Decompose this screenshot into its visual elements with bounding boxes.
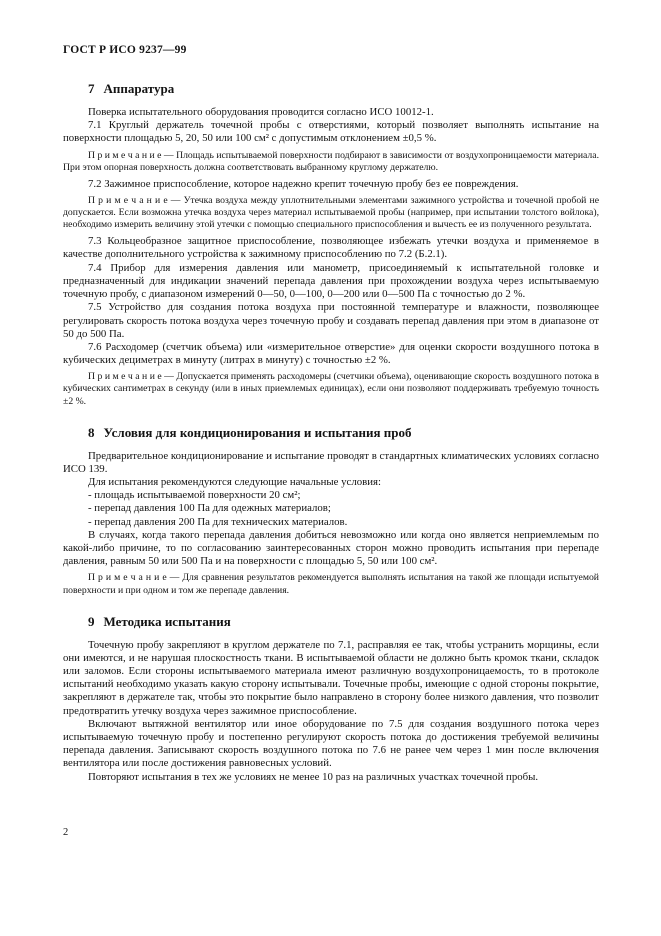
section-8-title: Условия для кондиционирования и испытания проб (103, 424, 412, 440)
section-7-title: Аппаратура (103, 81, 175, 96)
paragraph: 7.2 Зажимное приспособление, которое надежно крепит точечную пробу без ее повреждения. (88, 177, 519, 190)
paragraph: Включают вытяжной вентилятор или иное оборудование по 7.5 для создания воздушного потока через испытываемую точечную пробу и постепенно регулируют скорость потока до достижения требуемой величины перепада давления. Записывают скорость воздушного потока по 7.6 не ранее чем через 1 мин после включения вентилятора или после достижения равновесных условий. (63, 717, 599, 770)
section-7-heading (88, 81, 599, 96)
note: П р и м е ч а н и е — Площадь испытываемой поверхности подбирают в зависимости от воздухопроницаемости материала. При этом опорная поверхность должна соответствовать выбранному круглому держателю. (63, 149, 599, 173)
paragraph: 7.5 Устройство для создания потока воздуха при постоянной температуре и влажности, позволяющее регулировать скорость потока воздуха через точечную пробу и создавать перепад давления при этом в диапазоне от 50 до 500 Па. (63, 301, 599, 340)
section-9-title: Методика испытания (103, 613, 231, 629)
list-item: - перепад давления 100 Па для одежных материалов; (88, 502, 331, 515)
note: П р и м е ч а н и е — Допускается применять расходомеры (счетчики объема), оценивающие скорость воздушного потока в кубических сантиметрах в секунду (или в иных приемлемых единицах), если они позволяют поддерживать требуемую точность ±2 %. (63, 371, 599, 407)
paragraph: В случаях, когда такого перепада давления добиться невозможно или когда оно является неприемлемым по какой-либо причине, то по согласованию заинтересованных сторон можно проводить испытания при перепаде давления, равным 50 или 500 Па и на поверхности с площадью 5, 50 или 100 см². (63, 528, 599, 568)
paragraph: Поверка испытательного оборудования проводится согласно ИСО 10012-1. (88, 106, 434, 118)
list-item: - перепад давления 200 Па для технических материалов. (88, 515, 348, 528)
note: П р и м е ч а н и е — Для сравнения результатов рекомендуется выполнять испытания на такой же площади испытуемой поверхности и при одном и том же перепаде давления. (63, 572, 599, 596)
paragraph: Повторяют испытания в тех же условиях не менее 10 раз на различных участках точечной пробы. (88, 770, 539, 783)
section-7-number: 7 (88, 81, 95, 96)
document-header: ГОСТ Р ИСО 9237—99 (63, 44, 187, 56)
paragraph: 7.1 Круглый держатель точечной пробы с отверстиями, который позволяет выполнять испытание на поверхности площадью 5, 20, 50 или 100 см² с допустимым отклонением ±0,5 %. (63, 119, 599, 145)
section-9-heading (88, 614, 599, 629)
note: П р и м е ч а н и е — Утечка воздуха между уплотнительными элементами зажимного устройства и точечной пробой не допускается. Если возможна утечка воздуха через материал испытываемой пробы (например, при испытании толстого войлока), необходимо измерить величину этой утечки с помощью специального приспособления и вычесть ее из полученного результата. (63, 195, 599, 231)
list-item: - площадь испытываемой поверхности 20 см²; (88, 489, 301, 502)
section-8-number: 8 (88, 424, 95, 440)
paragraph: Предварительное кондиционирование и испытание проводят в стандартных климатических условиях согласно ИСО 139. (63, 449, 599, 475)
paragraph: 7.4 Прибор для измерения давления или манометр, присоединяемый к испытательной головке и предназначенный для индикации значений перепада давления при прохождении воздуха через испытываемую точечную пробу, с диапазоном измерений 0—50, 0—100, 0—200 или 0—500 Па с точностью до 2 %. (63, 261, 599, 301)
paragraph: Точечную пробу закрепляют в круглом держателе по 7.1, расправляя ее так, чтобы устранить морщины, если они имеются, и не нарушая плоскостность ткани. В испытываемой области не должно быть кромок ткани, складок или заломов. Если стороны испытываемого материала имеют различную воздухопроницаемость, то в протоколе испытаний необходимо указать какую сторону испытывали. Точечные пробы, имеющие с одной стороны покрытие, закрепляют в держателе так, чтобы это покрытие было направлено в сторону более низкого давления, что позволит предотвратить утечку воздуха через зажимное приспособление. (63, 638, 599, 717)
section-9 (63, 614, 599, 784)
section-9-number: 9 (88, 613, 95, 629)
section-8 (63, 425, 599, 597)
section-7 (63, 81, 599, 408)
paragraph: Для испытания рекомендуются следующие начальные условия: (88, 476, 381, 488)
paragraph: 7.3 Кольцеобразное защитное приспособление, позволяющее избежать утечки воздуха и применяемое в качестве дополнительного устройства к зажимному приспособлению по 7.2 (Б.2.1). (63, 235, 599, 261)
page-number: 2 (63, 827, 69, 838)
paragraph: 7.6 Расходомер (счетчик объема) или «измерительное отверстие» для оценки скорости воздушного потока в кубических дециметрах в минуту (литрах в минуту) с точностью ±2 %. (63, 340, 599, 367)
section-8-heading (88, 425, 599, 440)
